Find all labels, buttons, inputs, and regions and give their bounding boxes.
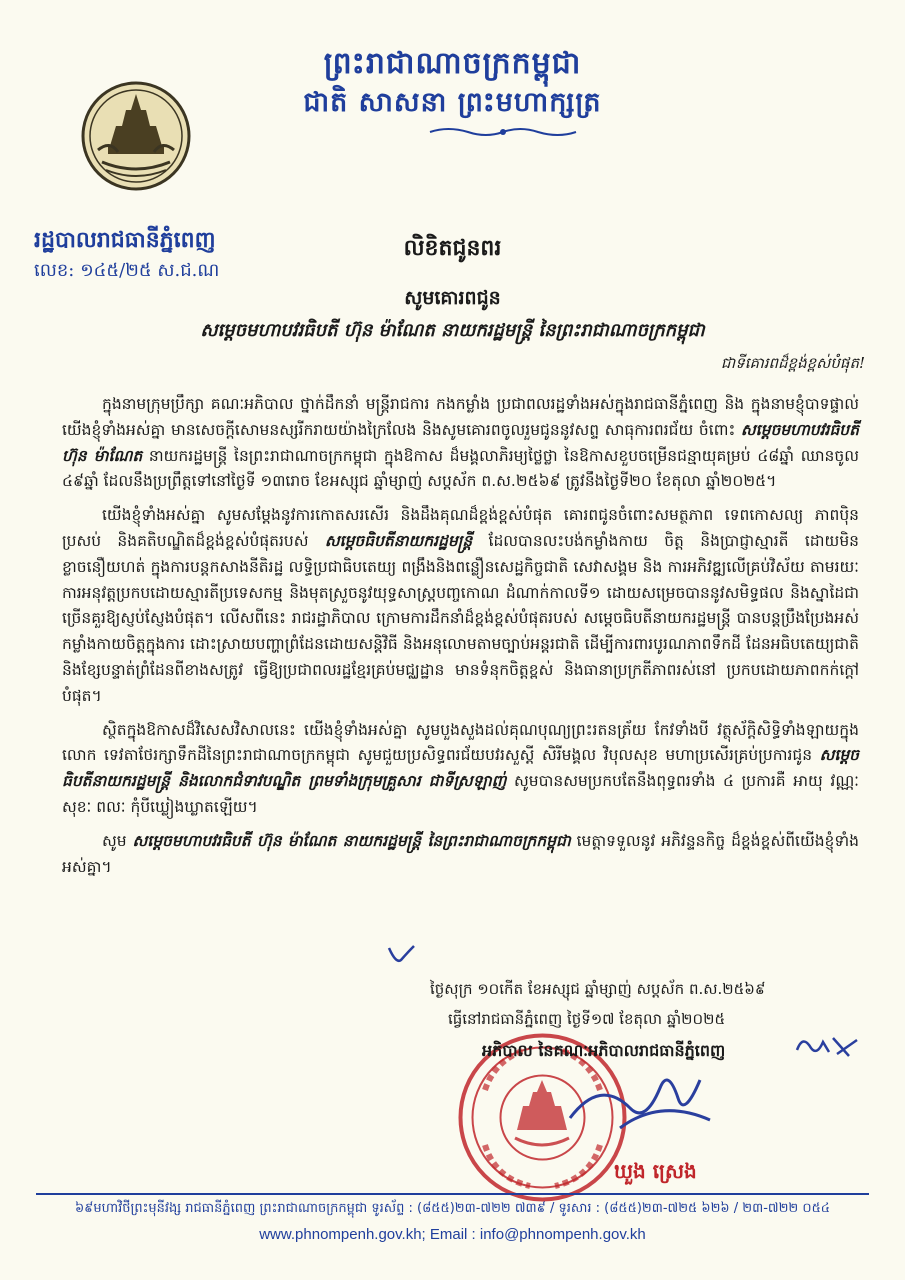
respect-line: ជាទីគោរពដ៏ខ្ពង់ខ្ពស់បំផុត!: [720, 354, 865, 372]
footer-contact: www.phnompenh.gov.kh; Email : info@phnompenh.gov.kh: [259, 1226, 646, 1243]
handwritten-signature-icon: [560, 1058, 720, 1138]
body-paragraph-1: ក្នុងនាមក្រុមប្រឹក្សា គណៈអភិបាល ថ្នាក់ដឹកនាំ មន្ត្រីរាជការ កងកម្លាំង ប្រជាពលរដ្ឋទាំងអស់ក្នុងរាជធានីភ្នំពេញ និង ក្នុងនាមខ្ញុំបាទផ្ទាល់ យើងខ្ញុំទាំងអស់គ្នា មានសេចក្តីសោមនស្សរីករាយយ៉ាងក្រៃលែង និងសូមគោរពចូលរួមជូននូវសព្ទ សាធុការពរជ័យ ចំពោះ សម្តេចមហាបវរធិបតី ហ៊ុន ម៉ាណែត នាយករដ្ឋមន្ត្រី នៃព្រះរាជាណាចក្រកម្ពុជា ក្នុងឱកាស ដ៏មង្គលាភិរម្យថ្លៃថ្លា នៃឱកាសខួបចម្រើនជន្មាយុគម្រប់ ៤៨ឆ្នាំ ឈានចូល ៤៩ឆ្នាំ ដែលនឹងប្រព្រឹត្តទៅនៅថ្ងៃទី ១៣រោច ខែអស្សុជ ឆ្នាំម្សាញ់ សប្តស័ក ព.ស.២៥៦៩ ត្រូវនឹងថ្ងៃទី២០ ខែតុលា ឆ្នាំ២០២៥។: [62, 395, 859, 491]
handwritten-initial-icon: [793, 1030, 863, 1060]
footer-address: ៦៩មហាវិថីព្រះមុនីវង្ស រាជធានីភ្នំពេញ ព្រះរាជាណាចក្រកម្ពុជា ទូរស័ព្ទ : (៨៥៥)២៣-៧២២ ៧៣៩ / ទូរសារ : (៨៥៥)២៣-៧២៥ ៦២៦ / ២៣-៧២២ ០៥៤: [74, 1201, 831, 1216]
sender-agency: រដ្ឋបាលរាជធានីភ្នំពេញ: [34, 227, 216, 253]
ornament-divider-icon: [428, 124, 578, 140]
kingdom-heading: ព្រះរាជាណាចក្រកម្ពុជា: [323, 46, 582, 81]
reference-number: លេខ: ១៤៥/២៥ ស.ជ.ណ: [34, 260, 220, 281]
recipient-line: សម្តេចមហាបវរធិបតី ហ៊ុន ម៉ាណែត នាយករដ្ឋមន្ត្រី នៃព្រះរាជាណាចក្រកម្ពុជា: [200, 320, 705, 341]
national-motto: ជាតិ សាសនា ព្រះមហាក្សត្រ: [303, 87, 602, 118]
lunar-date: ថ្ងៃសុក្រ ១០កើត ខែអស្សុជ ឆ្នាំម្សាញ់ សប្តស័ក ព.ស.២៥៦៩: [430, 980, 766, 998]
letter-body: [62, 392, 859, 880]
body-paragraph-3: ស្ថិតក្នុងឱកាសដ៏វិសេសវិសាលនេះ យើងខ្ញុំទាំងអស់គ្នា សូមបួងសួងដល់គុណបុណ្យព្រះរតនត្រ័យ កែវទាំងបី វត្ថុស័ក្តិសិទ្ធិទាំងឡាយក្នុងលោក ទេវតាថែរក្សាទឹកដីនៃព្រះរាជាណាចក្រកម្ពុជា សូមជួយប្រសិទ្ធពរជ័យបវរសួស្តី សិរីមង្គល វិបុលសុខ មហាប្រសើរគ្រប់ប្រការជូន សម្តេចធិបតីនាយករដ្ឋមន្ត្រី និងលោកជំទាវបណ្ឌិត ព្រមទាំងក្រុមគ្រួសារ ជាទីស្រឡាញ់ សូមបានសមប្រកបតែនឹងពុទ្ធពរទាំង ៤ ប្រការគឺ អាយុ វណ្ណៈ សុខៈ ពលៈ កុំបីឃ្លៀងឃ្លាតឡើយ។: [62, 720, 860, 816]
solar-date: ធ្វើនៅរាជធានីភ្នំពេញ ថ្ងៃទី១៧ ខែតុលា ឆ្នាំ២០២៥: [448, 1010, 726, 1028]
footer-divider: [36, 1193, 869, 1195]
signatory-name: ឃួង ស្រេង: [614, 1159, 697, 1183]
document-title: លិខិតជូនពរ: [403, 235, 502, 261]
signatory-title: អភិបាល នៃគណៈអភិបាលរាជធានីភ្នំពេញ: [482, 1041, 726, 1060]
closing-paragraph: សូម សម្តេចមហាបវរធិបតី ហ៊ុន ម៉ាណែត នាយករដ្ឋមន្ត្រី នៃព្រះរាជាណាចក្រកម្ពុជា មេត្តាទទួលនូវ អភិវន្ទនកិច្ច ដ៏ខ្ពង់ខ្ពស់ពីយើងខ្ញុំទាំងអស់គ្នា។: [62, 831, 859, 876]
phnom-penh-emblem-icon: [80, 80, 192, 192]
salutation: សូមគោរពជូន: [404, 287, 501, 309]
handwritten-tick-icon: [386, 942, 416, 967]
body-paragraph-2: យើងខ្ញុំទាំងអស់គ្នា សូមសម្តែងនូវការកោតសរសើរ និងដឹងគុណដ៏ខ្ពង់ខ្ពស់បំផុត គោរពជូនចំពោះសមត្ថភាព ទេពកោសល្យ ភាពប៉ិនប្រសប់ និងគតិបណ្ឌិតដ៏ខ្ពង់ខ្ពស់បំផុតរបស់ សម្តេចធិបតីនាយករដ្ឋមន្ត្រី ដែលបានលះបង់កម្លាំងកាយ ចិត្ត និងប្រាជ្ញាស្មារតី ដោយមិនខ្លាចនឿយហត់ ក្នុងការបន្តកសាងនីតិរដ្ឋ លទ្ធិប្រជាធិបតេយ្យ ពង្រឹងនិងពន្លឿនសេដ្ឋកិច្ចជាតិ សេវាសង្គម និង ការអភិវឌ្ឍលើគ្រប់វិស័យ តាមរយៈការអនុវត្តប្រកបដោយស្មារតីប្រទេសកម្ម និងមុតស្រួចនូវយុទ្ធសាស្ត្របញ្ចកោណ ដំណាក់កាលទី១ ដោយសម្រេចបាននូវសមិទ្ធផល និងស្នាដៃជាច្រើនគួរឱ្យស្ញប់ស្ញែងបំផុត។ លើសពីនេះ រាជរដ្ឋាភិបាល ក្រោមការដឹកនាំដ៏ខ្ពង់ខ្ពស់បំផុតរបស់ សម្តេចធិបតីនាយករដ្ឋមន្ត្រី បានបន្តប្រឹងប្រែងអស់កម្លាំងកាយចិត្តក្នុងការ ដោះស្រាយបញ្ហាព្រំដែនដោយសន្តិវិធី និងអនុលោមតាមច្បាប់អន្តរជាតិ ដើម្បីការពារបូរណភាពទឹកដី ដែនអធិបតេយ្យជាតិ និងខ្សែបន្ទាត់ព្រំដែនពីខាងសត្រូវ ធ្វើឱ្យប្រជាពលរដ្ឋខ្មែរគ្រប់មជ្ឈដ្ឋាន មានទំនុកចិត្តខ្ពស់ និងធានាប្រក្រតីភាពរស់នៅ ប្រកបដោយភាពកក់ក្តៅបំផុត។: [62, 506, 859, 705]
